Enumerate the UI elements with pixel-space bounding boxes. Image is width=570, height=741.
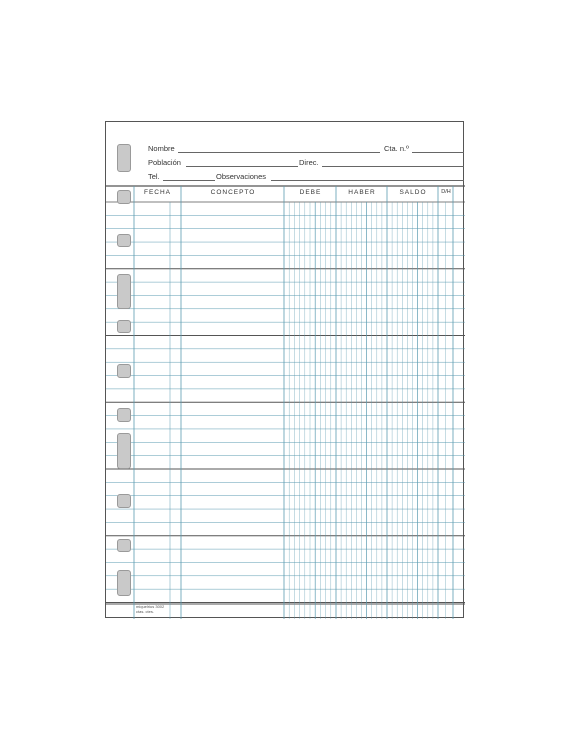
ledger-sheet	[105, 121, 464, 618]
binder-tab	[117, 539, 131, 552]
binder-tab	[117, 494, 131, 508]
form-code-line1: miquelrius 3002	[136, 604, 165, 609]
binder-tab	[117, 234, 131, 247]
col-saldo: SALDO	[399, 189, 427, 196]
form-code	[136, 604, 164, 614]
binder-tab	[117, 570, 131, 596]
binder-tab	[117, 320, 131, 333]
ledger-grid	[106, 122, 465, 619]
col-concepto: CONCEPTO	[210, 189, 256, 196]
poblacion-label: Población	[148, 158, 181, 167]
col-dh: D/H	[441, 189, 451, 195]
nombre-label: Nombre	[148, 144, 175, 153]
binder-tab	[117, 433, 131, 469]
col-fecha: FECHA	[143, 189, 172, 196]
binder-tab	[117, 408, 131, 422]
col-haber: HABER	[348, 189, 376, 196]
binder-tab	[117, 274, 131, 309]
col-debe: DEBE	[299, 189, 322, 196]
direc-label: Direc.	[299, 158, 319, 167]
form-code-line2: ctas. ctes.	[136, 609, 155, 614]
binder-tab	[117, 364, 131, 378]
observaciones-label: Observaciones	[216, 172, 267, 181]
tel-label: Tel.	[148, 172, 160, 181]
binder-tab	[117, 190, 131, 204]
cta-label: Cta. n.º	[384, 144, 409, 153]
